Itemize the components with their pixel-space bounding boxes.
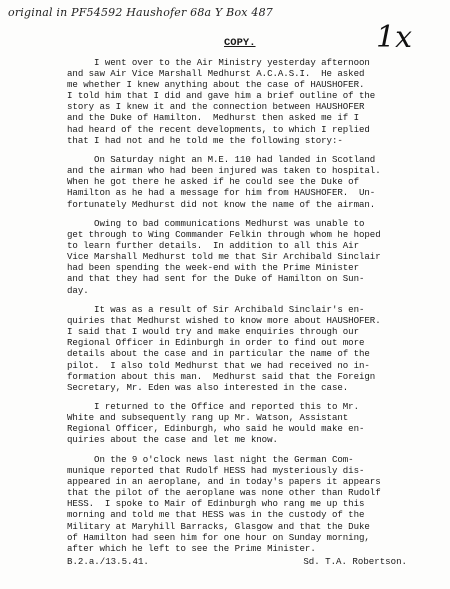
text-line: Regional Officer in Edinburgh in order to find out more <box>67 337 365 349</box>
paragraph <box>67 304 437 393</box>
text-line: Military at Maryhill Barracks, Glasgow and that the Duke <box>67 520 370 532</box>
document-title: COPY. <box>224 37 256 49</box>
text-line: day. <box>67 284 89 296</box>
text-line: Regional Officer, Edinburgh, who said he would make en- <box>67 423 365 435</box>
text-line: me whether I knew anything about the case of HAUSHOFER. <box>67 79 365 91</box>
text-line: to learn further details. In addition to all this Air <box>67 240 359 252</box>
text-line: and that they had sent for the Duke of Hamilton on Sun- <box>67 273 365 285</box>
text-line: morning and told me that HESS was in the custody of the <box>67 509 365 521</box>
text-line: that the pilot of the aeroplane was none other than Rudolf <box>67 487 381 499</box>
text-line: and saw Air Vice Marshall Medhurst A.C.A.S.I. He asked <box>67 68 365 80</box>
text-line: Hamilton as he had a message for him from HAUSHOFER. Un- <box>67 187 376 199</box>
text-line: On the 9 o'clock news last night the German Com- <box>67 453 354 465</box>
text-line: Owing to bad communications Medhurst was unable to <box>67 218 365 229</box>
paragraph <box>67 218 437 296</box>
text-line: quiries about the case and let me know. <box>67 434 278 446</box>
text-line: fortunately Medhurst did not know the name of the airman. <box>67 198 376 210</box>
text-line: quiries that Medhurst wished to know more about HAUSHOFER. <box>67 315 381 327</box>
text-line: get through to Wing Commander Felkin through whom he hoped <box>67 229 381 241</box>
document-body <box>67 57 437 554</box>
signature-line: Sd. T.A. Robertson. <box>303 556 407 567</box>
text-line: White and subsequently rang up Mr. Watson, Assistant <box>67 412 349 424</box>
text-line: Vice Marshall Medhurst told me that Sir Archibald Sinclair <box>67 251 381 263</box>
paragraph <box>67 57 437 146</box>
text-line: I said that I would try and make enquiries through our <box>67 326 359 338</box>
text-line: story as I knew it and the connection between HAUSHOFER <box>67 101 365 113</box>
text-line: had been spending the week-end with the Prime Minister <box>67 262 359 274</box>
document-footer <box>67 556 437 567</box>
text-line: of Hamilton had seen him for one hour on Sunday morning, <box>67 531 370 543</box>
text-line: I returned to the Office and reported this to Mr. <box>67 401 359 413</box>
text-line: I went over to the Air Ministry yesterday afternoon <box>67 57 370 68</box>
paragraph <box>67 154 437 209</box>
text-line: and the airman who had been injured was taken to hospital. <box>67 165 381 177</box>
paragraph <box>67 454 437 554</box>
reference-number: B.2.a./13.5.41. <box>67 556 149 567</box>
text-line: It was as a result of Sir Archibald Sinclair's en- <box>67 304 365 316</box>
handwritten-archive-note: original in PF54592 Haushofer 68a Y Box 487 <box>8 6 273 19</box>
text-line: had heard of the recent developments, to which I replied <box>67 123 370 135</box>
text-line: and the Duke of Hamilton. Medhurst then asked me if I <box>67 112 359 124</box>
text-line: HESS. I spoke to Mair of Edinburgh who rang me up this <box>67 498 365 510</box>
text-line: Secretary, Mr. Eden was also interested in the case. <box>67 381 349 393</box>
text-line: pilot. I also told Medhurst that we had received no in- <box>67 359 370 371</box>
text-line: When he got there he asked if he could see the Duke of <box>67 176 359 188</box>
paragraph <box>67 401 437 445</box>
text-line: formation about this man. Medhurst said that the Foreign <box>67 370 376 382</box>
text-line: On Saturday night an M.E. 110 had landed in Scotland <box>67 154 376 166</box>
text-line: appeared in an aeroplane, and in today's papers it appears <box>67 476 381 488</box>
handwritten-page-mark: 1x <box>376 20 413 55</box>
text-line: after which he left to see the Prime Minister. <box>67 542 316 554</box>
text-line: I told him that I did and gave him a brief outline of the <box>67 90 376 102</box>
text-line: details about the case and in particular the name of the <box>67 348 370 360</box>
text-line: that I had not and he told me the following story:- <box>67 134 343 146</box>
text-line: munique reported that Rudolf HESS had mysteriously dis- <box>67 465 365 477</box>
